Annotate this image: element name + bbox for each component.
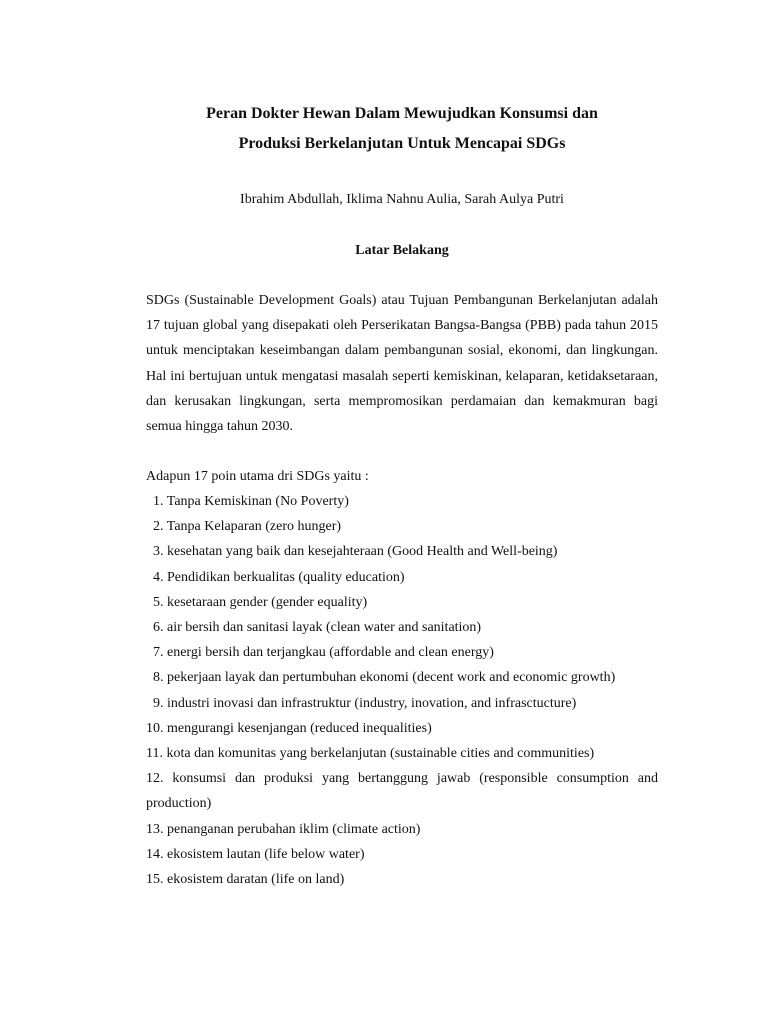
document-title-line-2: Produksi Berkelanjutan Untuk Mencapai SDGs [238,135,566,152]
list-item-number: 4. [153,569,164,585]
list-item [146,665,658,690]
list-item-text: mengurangi kesenjangan (reduced inequalities) [167,720,432,736]
list-item [146,842,658,867]
list-item-text: penanganan perubahan iklim (climate action) [167,821,421,837]
list-item-number: 13. [146,821,164,837]
list-item-number: 15. [146,872,164,888]
list-item-number: 12. [146,771,164,787]
list-item-number: 11. [146,746,163,762]
list-item [146,716,658,741]
list-item-number: 1. [153,494,164,509]
list-item [146,741,658,766]
list-item-number: 2. [153,519,164,535]
list-item [146,867,658,892]
list-item [146,615,658,640]
sdg-list-intro: Adapun 17 poin utama dri SDGs yaitu : [146,469,369,484]
list-item [146,565,658,590]
list-item-number: 6. [153,620,164,636]
list-item-number: 3. [153,544,164,560]
list-item-text: konsumsi dan produksi yang bertanggung jawab (responsible consumption and production) [146,771,658,812]
list-item-text: Tanpa Kemiskinan (No Poverty) [166,494,349,509]
list-item-text: energi bersih dan terjangkau (affordable and clean energy) [167,645,494,661]
list-item [146,817,658,842]
list-item-text: ekosistem lautan (life below water) [167,846,365,862]
list-item-number: 9. [153,695,164,711]
list-item-text: pekerjaan layak dan pertumbuhan ekonomi (decent work and economic growth) [167,670,616,686]
list-item-number: 10. [146,720,164,736]
list-item [146,640,658,665]
list-item-number: 14. [146,846,164,862]
list-item-text: kota dan komunitas yang berkelanjutan (sustainable cities and communities) [166,746,595,762]
list-item-text: ekosistem daratan (life on land) [167,872,345,888]
section-heading-latar-belakang: Latar Belakang [355,243,449,258]
list-item-text: Tanpa Kelaparan (zero hunger) [166,519,342,535]
list-item-text: Pendidikan berkualitas (quality education) [167,569,405,585]
list-item-text: industri inovasi dan infrastruktur (industry, inovation, and infrasctucture) [167,695,577,711]
list-item [146,590,658,615]
list-item [146,489,658,514]
list-item-number: 5. [153,594,164,610]
list-item-text: kesetaraan gender (gender equality) [167,594,368,610]
document-title-line-1: Peran Dokter Hewan Dalam Mewujudkan Konsumsi dan [206,105,598,122]
author-list: Ibrahim Abdullah, Iklima Nahnu Aulia, Sarah Aulya Putri [240,192,564,207]
list-item [146,514,658,539]
list-item [146,691,658,716]
list-item-number: 8. [153,670,164,686]
list-item [146,539,658,564]
intro-paragraph: SDGs (Sustainable Development Goals) atau Tujuan Pembangunan Berkelanjutan adalah 17 tujuan global yang disepakati oleh Perserikatan Bangsa-Bangsa (PBB) pada tahun 2015 untuk menciptakan keseimbangan dalam pembangunan sosial, ekonomi, dan lingkungan. Hal ini bertujuan untuk mengatasi masalah seperti kemiskinan, kelaparan, ketidaksetaraan, dan kerusakan lingkungan, serta mempromosikan perdamaian dan kemakmuran bagi semua hingga tahun 2030. [146,293,658,435]
sdg-list [146,489,658,892]
list-item-text: kesehatan yang baik dan kesejahteraan (Good Health and Well-being) [167,544,558,560]
list-item-text: air bersih dan sanitasi layak (clean water and sanitation) [167,620,482,636]
list-item-number: 7. [153,645,164,661]
list-item [146,766,658,816]
